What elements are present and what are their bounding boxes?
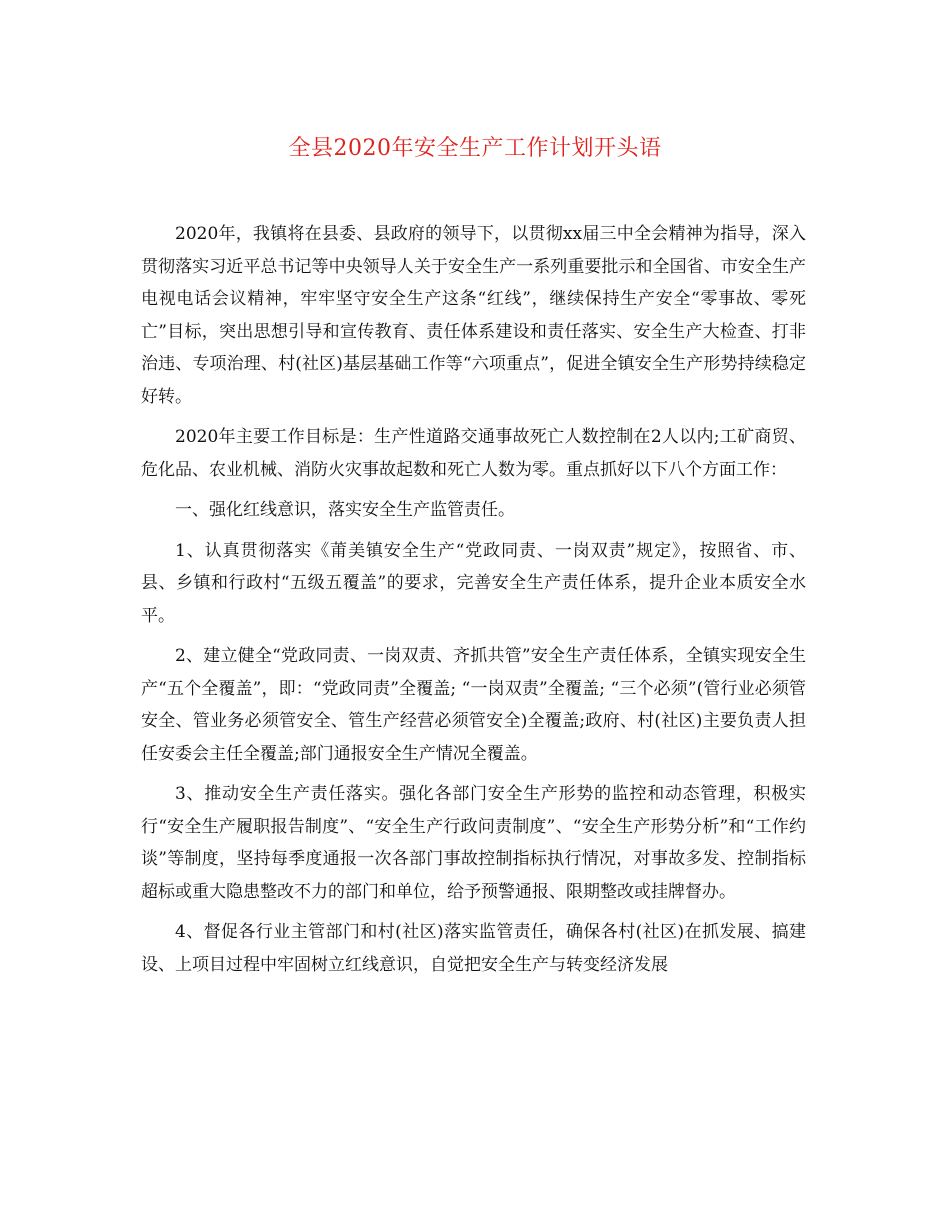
paragraph-item-3: 3、推动安全生产责任落实。强化各部门安全生产形势的监控和动态管理，积极实行“安全生产履职报告制度”、“安全生产行政问责制度”、“安全生产形势分析”和“工作约谈”等制度，坚持每季度通报一次各部门事故控制指标执行情况，对事故多发、控制指标超标或重大隐患整改不力的部门和单位，给予预警通报、限期整改或挂牌督办。 bbox=[141, 784, 806, 902]
document-body bbox=[141, 218, 806, 989]
paragraph-item-4: 4、督促各行业主管部门和村(社区)落实监管责任，确保各村(社区)在抓发展、搞建设、上项目过程中牢固树立红线意识，自觉把安全生产与转变经济发展 bbox=[141, 922, 806, 975]
section-heading-1: 一、强化红线意识，落实安全生产监管责任。 bbox=[175, 500, 515, 520]
paragraph-intro: 2020年，我镇将在县委、县政府的领导下，以贯彻xx届三中全会精神为指导，深入贯彻落实习近平总书记等中央领导人关于安全生产一系列重要批示和全国省、市安全生产电视电话会议精神，牢牢坚守安全生产这条“红线”，继续保持生产安全“零事故、零死亡”目标，突出思想引导和宣传教育、责任体系建设和责任落实、安全生产大检查、打非治违、专项治理、村(社区)基层基础工作等“六项重点”，促进全镇安全生产形势持续稳定好转。 bbox=[141, 224, 806, 407]
paragraph-goals: 2020年主要工作目标是：生产性道路交通事故死亡人数控制在2人以内;工矿商贸、危化品、农业机械、消防火灾事故起数和死亡人数为零。重点抓好以下八个方面工作： bbox=[141, 427, 806, 480]
document-title: 全县2020年安全生产工作计划开头语 bbox=[288, 136, 662, 161]
paragraph-item-1: 1、认真贯彻落实《莆美镇安全生产“党政同责、一岗双责”规定》，按照省、市、县、乡镇和行政村“五级五覆盖”的要求，完善安全生产责任体系，提升企业本质安全水平。 bbox=[141, 540, 806, 626]
paragraph-item-2: 2、建立健全“党政同责、一岗双责、齐抓共管”安全生产责任体系，全镇实现安全生产“五个全覆盖”，即：“党政同责”全覆盖; “一岗双责”全覆盖; “三个必须”(管行业必须管安全、管业务必须管安全、管生产经营必须管安全)全覆盖;政府、村(社区)主要负责人担任安委会主任全覆盖;部门通报安全生产情况全覆盖。 bbox=[141, 646, 806, 764]
